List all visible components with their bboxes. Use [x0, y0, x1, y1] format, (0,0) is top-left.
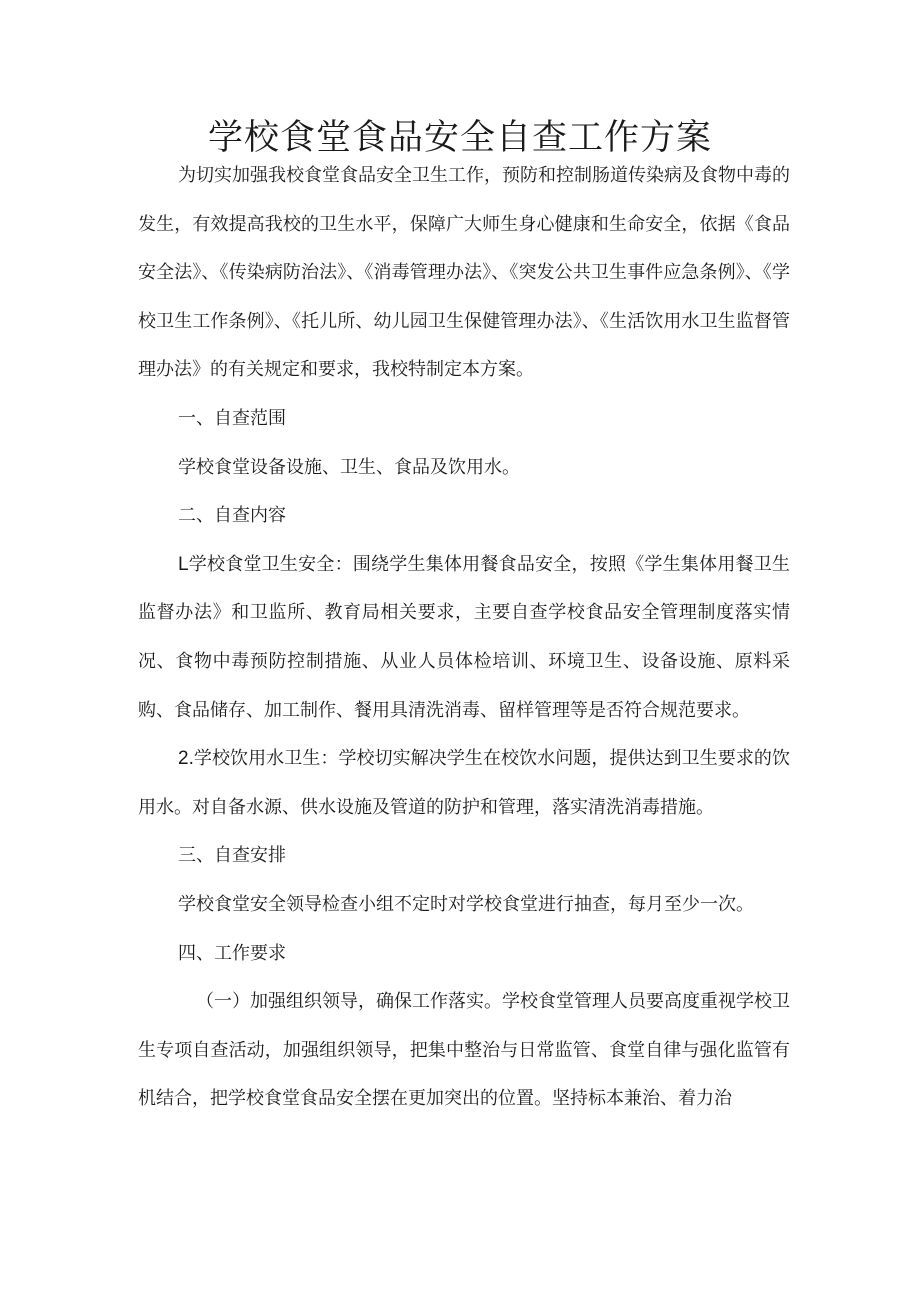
section2-item1 [138, 541, 790, 735]
section2-item1-text: 学校食堂卫生安全：围绕学生集体用餐食品安全，按照《学生集体用餐卫生监督办法》和卫监所、教育局相关要求，主要自查学校食品安全管理制度落实情况、食物中毒预防控制措施、从业人员体检培训、环境卫生、设备设施、原料采购、食品储存、加工制作、餐用具清洗消毒、留样管理等是否符合规范要求。 [138, 553, 790, 721]
section3-heading: 三、自查安排 [178, 845, 286, 867]
document-body [138, 152, 790, 1124]
section2-heading: 二、自查内容 [178, 505, 286, 527]
section3-text: 学校食堂安全领导检查小组不定时对学校食堂进行抽查，每月至少一次。 [178, 893, 754, 915]
intro-paragraph: 为切实加强我校食堂食品安全卫生工作，预防和控制肠道传染病及食物中毒的发生，有效提高我校的卫生水平，保障广大师生身心健康和生命安全，依据《食品安全法》、《传染病防治法》、《消毒管理办法》、《突发公共卫生事件应急条例》、《学校卫生工作条例》、《托儿所、幼儿园卫生保健管理办法》、《生活饮用水卫生监督管理办法》的有关规定和要求，我校特制定本方案。 [138, 165, 790, 381]
section1-heading: 一、自查范围 [178, 407, 286, 429]
section4-item1: （一）加强组织领导，确保工作落实。学校食堂管理人员要高度重视学校卫生专项自查活动，加强组织领导，把集中整治与日常监管、食堂自律与强化监管有机结合，把学校食堂食品安全摆在更加突出的位置。坚持标本兼治、着力治 [138, 991, 790, 1110]
section4-heading: 四、工作要求 [178, 942, 286, 964]
section1-text: 学校食堂设备设施、卫生、食品及饮用水。 [178, 456, 520, 478]
section2-item2-text: 学校饮用水卫生：学校切实解决学生在校饮水问题，提供达到卫生要求的饮用水。对自备水源、供水设施及管道的防护和管理，落实清洗消毒措施。 [138, 748, 790, 818]
document-title: 学校食堂食品安全自查工作方案 [207, 118, 712, 158]
section2-item2-marker: 2. [178, 748, 194, 770]
section2-item1-marker: L [178, 553, 189, 575]
section2-item2 [138, 735, 790, 832]
